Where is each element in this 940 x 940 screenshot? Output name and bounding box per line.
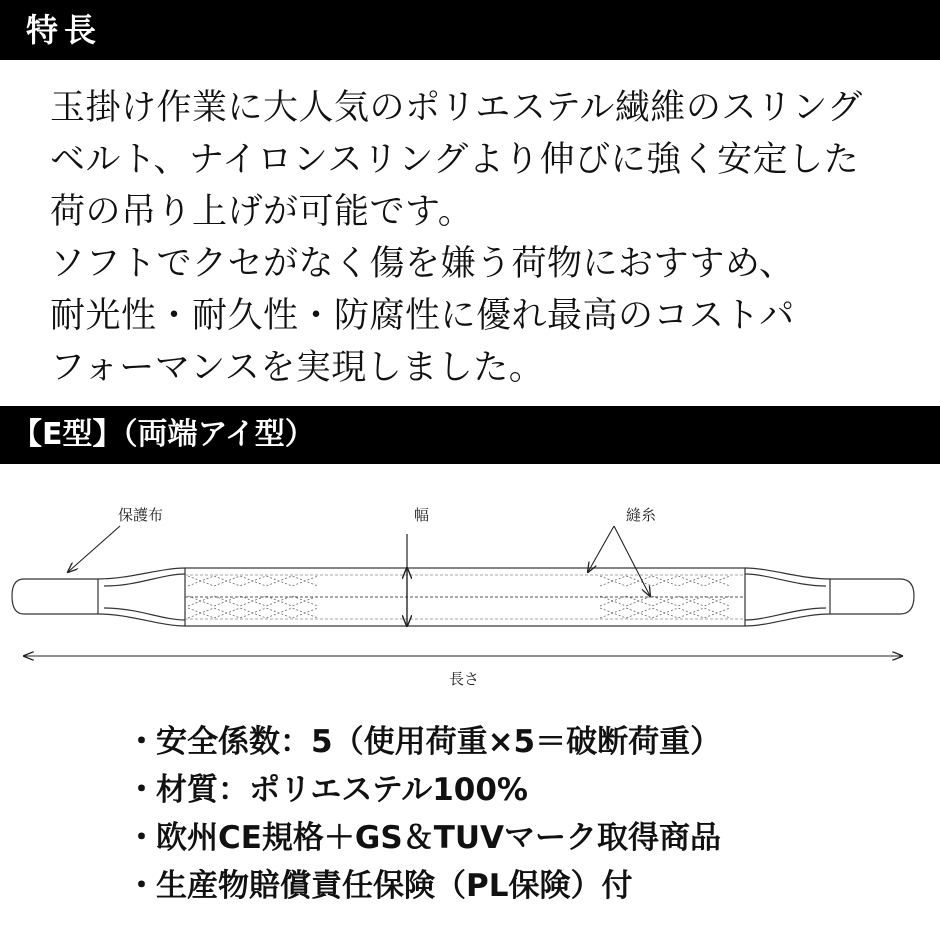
sling-diagram: [0, 490, 940, 690]
spec-item: [126, 718, 721, 766]
spec-item: [126, 766, 721, 814]
protective-cloth-leader: [68, 526, 120, 572]
label-stitching: 縫糸: [626, 506, 657, 524]
label-width: 幅: [414, 506, 430, 524]
spec-item: [126, 862, 721, 910]
description-line: 荷の吊り上げが可能です。: [50, 192, 474, 232]
description-line: ソフトでクセがなく傷を嫌う荷物におすすめ、: [50, 244, 795, 284]
spec-text: 欧州CE規格＋GS＆TUVマーク取得商品: [156, 820, 722, 856]
bullet: ・: [126, 724, 157, 760]
label-length: 長さ: [449, 670, 480, 688]
stitching-leader: [588, 526, 650, 596]
spec-text: 安全係数：5（使用荷重×5＝破断荷重）: [156, 724, 722, 760]
spec-text: 生産物賠償責任保険（PL保険）付: [156, 868, 633, 904]
spec-item: [126, 814, 721, 862]
spec-text: 材質：ポリエステル100%: [156, 772, 528, 808]
belt-body: [185, 568, 745, 626]
label-protective-cloth: 保護布: [118, 506, 164, 524]
features-header: 特長: [0, 0, 940, 60]
bullet: ・: [126, 868, 157, 904]
left-eye: [12, 568, 185, 626]
description-line: フォーマンスを実現しました。: [50, 348, 545, 388]
description-line: ベルト、ナイロンスリングより伸びに強く安定した: [50, 140, 860, 180]
bullet: ・: [126, 820, 157, 856]
right-eye: [745, 568, 914, 626]
spec-list: [126, 718, 721, 910]
product-description: [50, 82, 920, 394]
bullet: ・: [126, 772, 157, 808]
type-header: 【E型】（両端アイ型）: [0, 406, 940, 464]
description-line: 耐光性・耐久性・防腐性に優れ最高のコストパ: [50, 296, 795, 336]
description-line: 玉掛け作業に大人気のポリエステル繊維のスリング: [50, 88, 863, 128]
